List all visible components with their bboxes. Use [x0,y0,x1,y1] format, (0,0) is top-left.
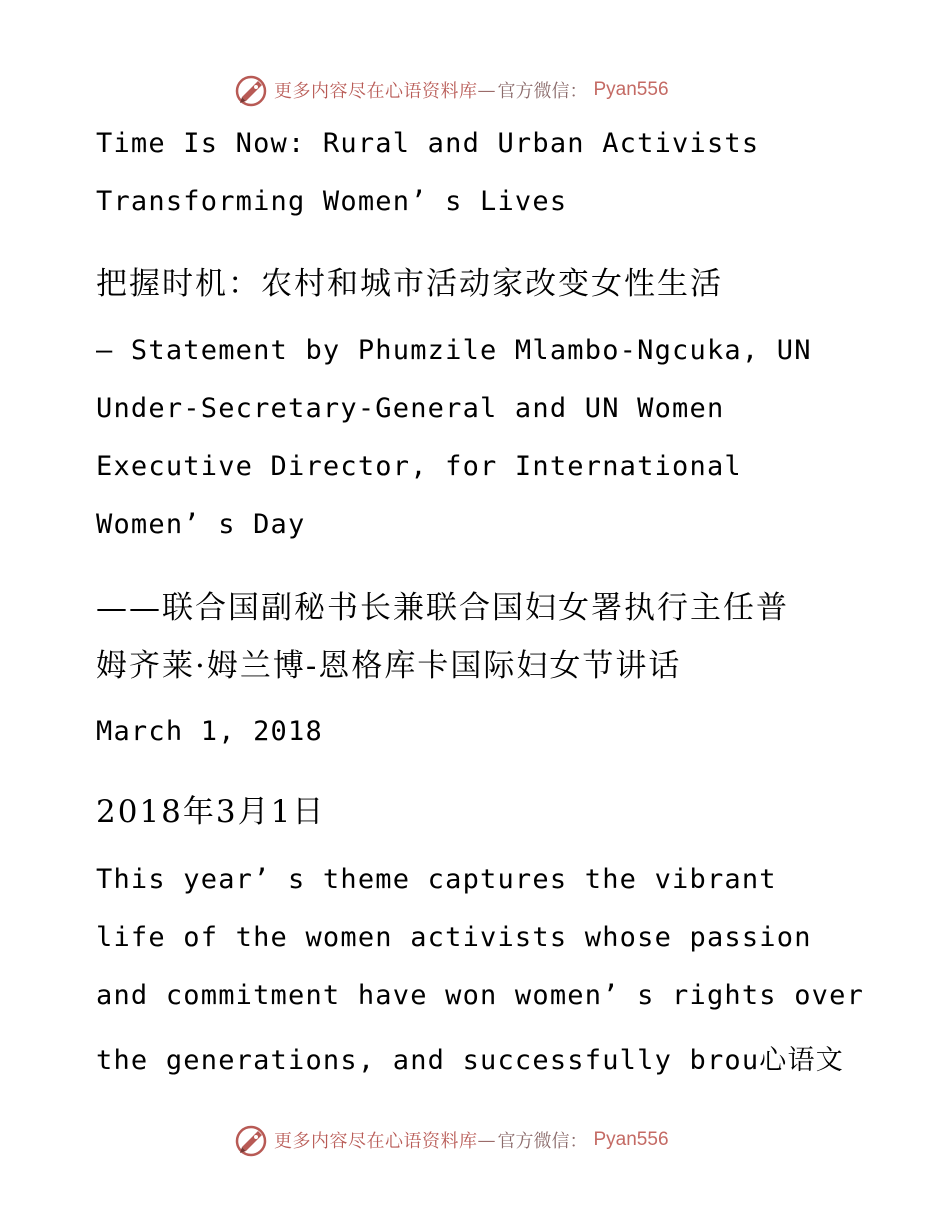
pen-logo-icon [232,71,270,109]
watermark-label: 官方微信： [497,81,588,102]
watermark-wechat-id: Pyan556 [593,79,669,100]
byline-en-line-2: Under-Secretary-General and UN Women [96,393,725,424]
date-zh: 2018年3月1日 [96,794,326,830]
body-line-2: life of the women activists whose passion [96,922,812,953]
title-en-line-1: Time Is Now: Rural and Urban Activists [96,128,760,159]
watermark-banner-top [232,70,712,110]
body-line-1: This year’ s theme captures the vibrant [96,864,777,895]
watermark-dash: — [477,1129,496,1151]
byline-en-line-3: Executive Director, for International [96,451,742,482]
watermark-text: 更多内容尽在心语资料库 [274,81,478,102]
watermark-wechat-id: Pyan556 [593,1129,669,1150]
body-line-4: the generations, and successfully brou心语文 [96,1045,844,1076]
byline-zh-line-2: 姆齐莱·姆兰博-恩格库卡国际妇女节讲话 [96,648,682,684]
byline-en-line-4: Women’ s Day [96,509,306,540]
title-en-line-2: Transforming Women’ s Lives [96,186,568,217]
title-zh: 把握时机：农村和城市活动家改变女性生活 [96,266,723,302]
watermark-text: 更多内容尽在心语资料库 [274,1131,478,1152]
watermark-banner-bottom [232,1120,712,1160]
watermark-dash: — [477,79,496,101]
date-en: March 1, 2018 [96,716,323,747]
byline-zh-line-1: ——联合国副秘书长兼联合国妇女署执行主任普 [96,590,789,626]
body-line-3: and commitment have won women’ s rights over [96,980,865,1011]
byline-en-line-1: – Statement by Phumzile Mlambo-Ngcuka, UN [96,335,812,366]
pen-logo-icon [232,1121,270,1159]
watermark-label: 官方微信： [497,1131,588,1152]
